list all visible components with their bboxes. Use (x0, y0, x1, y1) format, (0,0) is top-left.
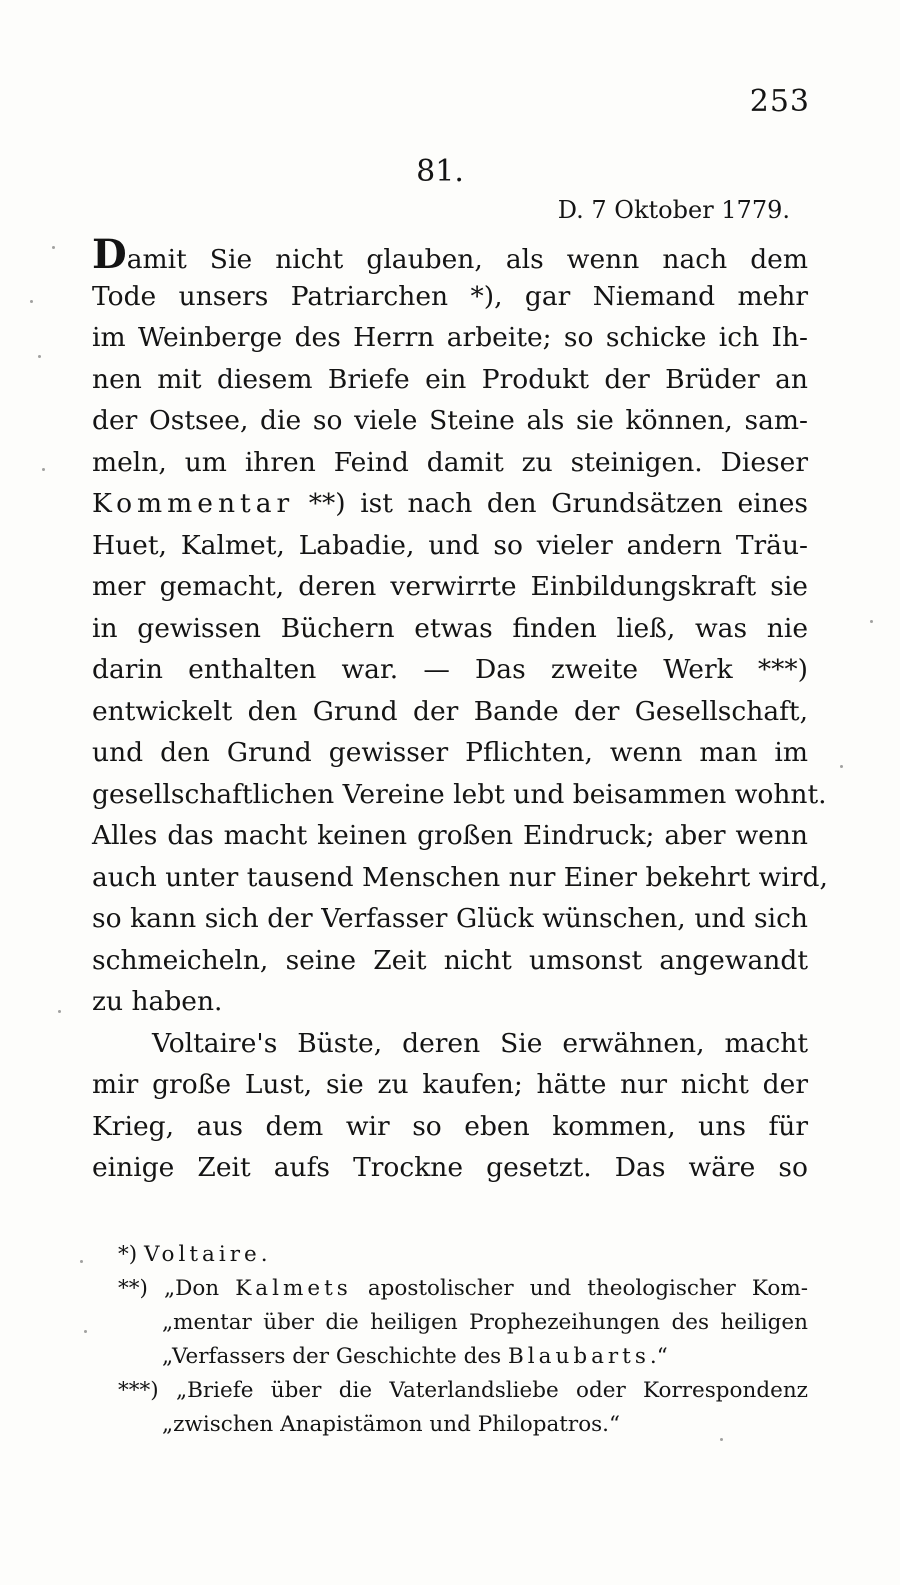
scan-speck (80, 1260, 83, 1263)
page-number: 253 (749, 84, 810, 119)
text-line: Alles das macht keinen großen Eindruck; aber wenn (92, 820, 808, 851)
letter-number: 81. (416, 154, 464, 189)
text-line: Krieg, aus dem wir so eben kommen, uns für (92, 1110, 808, 1142)
scan-speck (38, 355, 41, 358)
scan-speck (52, 246, 55, 249)
text-line: in gewissen Büchern etwas finden ließ, was nie (92, 612, 808, 644)
scan-speck (840, 765, 843, 768)
footnote-3: ***) „Briefe über die Vaterlandsliebe oder Korrespondenz (118, 1378, 808, 1403)
scan-speck (870, 620, 873, 623)
footnote-1: *) Voltaire. (118, 1242, 272, 1267)
text-line: Huet, Kalmet, Labadie, und so vieler andern Träu- (92, 529, 808, 561)
text-line: Damit Sie nicht glauben, als wenn nach dem (92, 231, 808, 278)
spaced-word: Kommentar (92, 488, 295, 519)
scan-speck (84, 1330, 87, 1333)
text-line: darin enthalten war. — Das zweite Werk ***) (92, 654, 808, 685)
text-line: nen mit diesem Briefe ein Produkt der Brüder an (92, 363, 808, 395)
scan-speck (30, 300, 33, 303)
text-line: im Weinberge des Herrn arbeite; so schicke ich Ih- (92, 322, 808, 353)
text-line: mer gemacht, deren verwirrte Einbildungskraft sie (92, 571, 808, 602)
footnote-2: **) „Don Kalmets apostolischer und theologischer Kom- (118, 1276, 808, 1301)
scan-speck (58, 1010, 61, 1013)
drop-cap: D (92, 231, 127, 278)
text-line: und den Grund gewisser Pflichten, wenn man im (92, 737, 808, 768)
footnote-2-continuation: „mentar über die heiligen Prophezeihungen des heiligen (162, 1310, 808, 1335)
text-line: der Ostsee, die so viele Steine als sie können, sam- (92, 405, 808, 436)
text-line: so kann sich der Verfasser Glück wünschen, und sich (92, 903, 808, 934)
footnotes (118, 1238, 808, 1442)
text-line: auch unter tausend Menschen nur Einer bekehrt wird, (92, 861, 828, 893)
text-line: entwickelt den Grund der Bande der Gesellschaft, (92, 695, 808, 727)
dateline: D. 7 Oktober 1779. (557, 196, 790, 224)
footnote-3-continuation: „zwischen Anapistämon und Philopatros.“ (162, 1412, 621, 1437)
text-line: Kommentar **) ist nach den Grundsätzen eines (92, 488, 808, 519)
text-line: meln, um ihren Feind damit zu steinigen. Dieser (92, 446, 808, 478)
text-line: einige Zeit aufs Trockne gesetzt. Das wäre so (92, 1152, 808, 1183)
text-line: schmeicheln, seine Zeit nicht umsonst angewandt (92, 944, 808, 976)
text-line: zu haben. (92, 986, 223, 1017)
footnote-2-continuation: „Verfassers der Geschichte des Blaubarts.“ (162, 1344, 668, 1369)
text-line: mir große Lust, sie zu kaufen; hätte nur nicht der (92, 1069, 808, 1100)
letter-body (92, 231, 828, 1189)
text-line: Tode unsers Patriarchen *), gar Niemand mehr (92, 280, 808, 312)
scan-speck (42, 468, 45, 471)
text-line: Voltaire's Büste, deren Sie erwähnen, macht (152, 1027, 808, 1059)
text-line: gesellschaftlichen Vereine lebt und beisammen wohnt. (92, 778, 827, 810)
